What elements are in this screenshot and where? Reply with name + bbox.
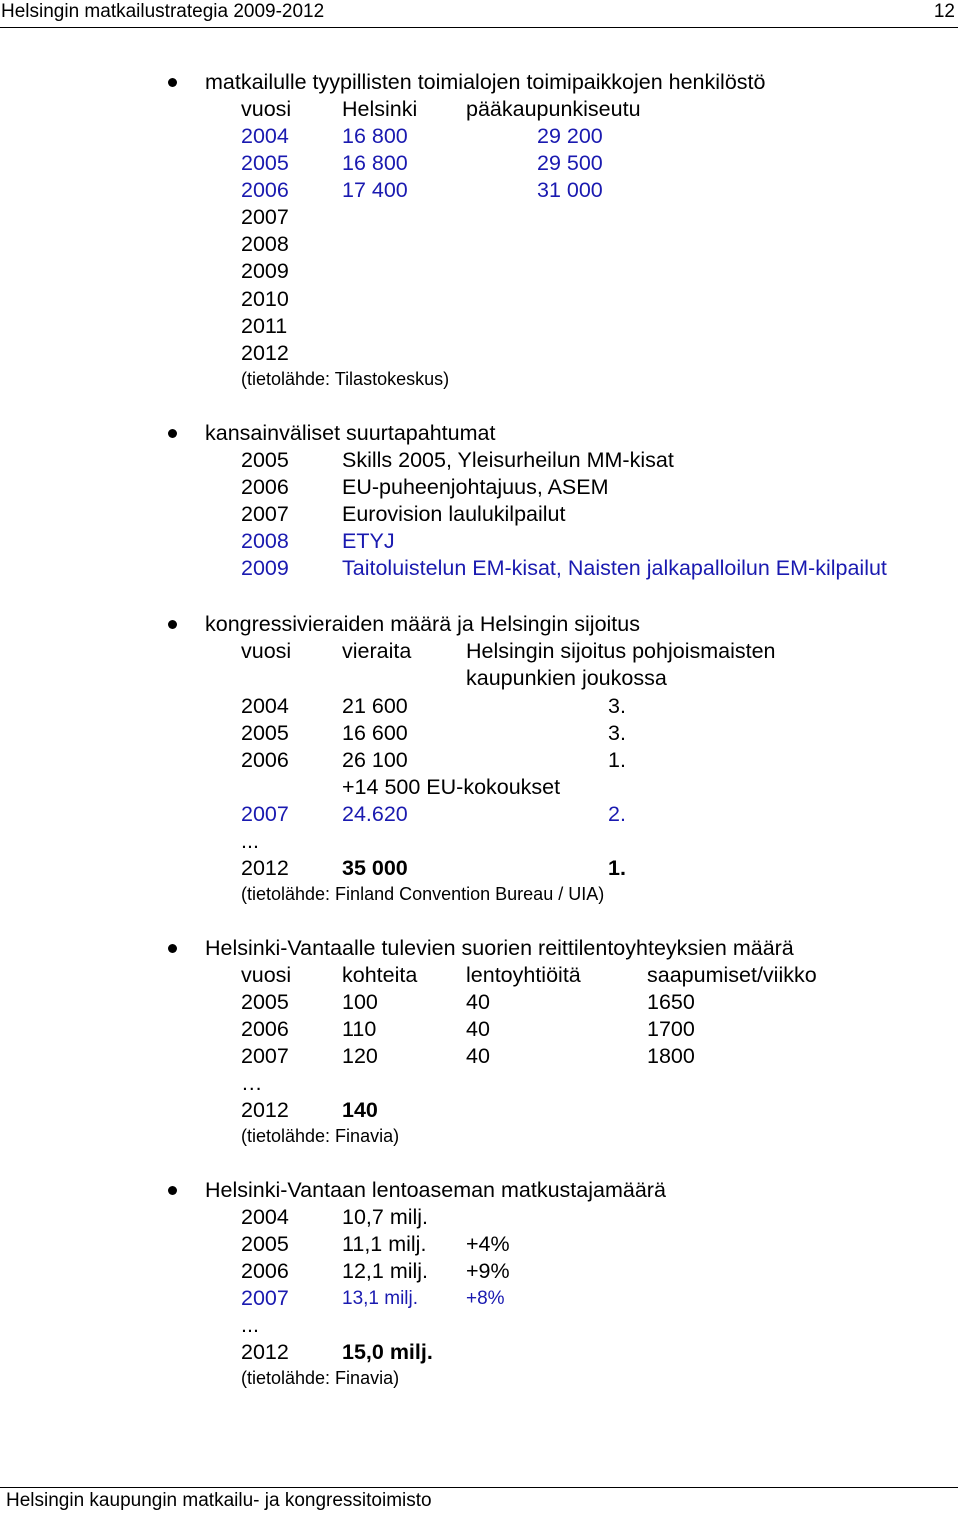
table-row xyxy=(0,1204,960,1231)
table-row xyxy=(0,150,960,177)
source-text: (tietolähde: Finland Convention Bureau / UIA) xyxy=(241,884,605,904)
cell-visitors: 21 600 xyxy=(342,694,408,718)
table-header-row-cont xyxy=(0,665,960,692)
section-heading: matkailulle tyypillisten toimialojen toimipaikkojen henkilöstö xyxy=(205,70,766,94)
footer-divider xyxy=(0,1487,958,1488)
col-header-capital-region: pääkaupunkiseutu xyxy=(466,97,641,121)
table-note-row xyxy=(0,774,960,801)
list-item xyxy=(0,474,960,501)
cell-year: 2012 xyxy=(241,1340,289,1364)
cell-year: 2012 xyxy=(241,1098,289,1122)
event-year: 2009 xyxy=(241,556,289,580)
cell-year: 2006 xyxy=(241,1259,289,1283)
cell-airlines: 40 xyxy=(466,990,490,1014)
cell-year: 2005 xyxy=(241,1232,289,1256)
ellipsis: ... xyxy=(241,1313,259,1337)
ellipsis-row xyxy=(0,828,960,855)
event-name: Skills 2005, Yleisurheilun MM-kisat xyxy=(342,448,674,472)
cell-ranking: 2. xyxy=(608,802,626,826)
cell-visitors: 24.620 xyxy=(342,802,408,826)
cell-year: 2012 xyxy=(241,341,289,365)
cell-capital-region: 29 200 xyxy=(537,124,603,148)
ellipsis-row xyxy=(0,1070,960,1097)
table-row xyxy=(0,989,960,1016)
cell-year: 2011 xyxy=(241,314,288,338)
bullet-icon xyxy=(168,944,177,953)
cell-year: 2006 xyxy=(241,748,289,772)
event-year: 2008 xyxy=(241,529,289,553)
source-note xyxy=(0,1365,960,1392)
cell-year: 2004 xyxy=(241,124,289,148)
cell-year: 2010 xyxy=(241,287,289,311)
cell-year: 2007 xyxy=(241,802,289,826)
eu-meetings-note: +14 500 EU-kokoukset xyxy=(342,775,561,799)
source-note xyxy=(0,881,960,908)
cell-year: 2004 xyxy=(241,694,289,718)
source-text: (tietolähde: Finavia) xyxy=(241,1126,400,1146)
col-header-visitors: vieraita xyxy=(342,639,412,663)
cell-growth: +4% xyxy=(466,1232,510,1256)
col-header-arrivals: saapumiset/viikko xyxy=(647,963,817,987)
table-row xyxy=(0,1097,960,1124)
section-heading: kongressivieraiden määrä ja Helsingin sijoitus xyxy=(205,612,640,636)
cell-arrivals: 1800 xyxy=(647,1044,695,1068)
cell-capital-region: 31 000 xyxy=(537,178,603,202)
event-name: ETYJ xyxy=(342,529,395,553)
table-row xyxy=(0,204,960,231)
table-row xyxy=(0,231,960,258)
cell-ranking: 3. xyxy=(608,694,626,718)
bullet-icon xyxy=(168,620,177,629)
cell-arrivals: 1700 xyxy=(647,1017,695,1041)
table-row xyxy=(0,313,960,340)
bullet-item-events xyxy=(0,420,960,447)
event-year: 2007 xyxy=(241,502,289,526)
cell-year: 2009 xyxy=(241,259,289,283)
cell-airlines: 40 xyxy=(466,1017,490,1041)
bullet-item-congress xyxy=(0,611,960,638)
table-header-row xyxy=(0,96,960,123)
table-header-row xyxy=(0,638,960,665)
col-header-year: vuosi xyxy=(241,963,292,987)
page-number: 12 xyxy=(933,1,955,22)
header-divider xyxy=(0,27,958,28)
cell-growth: +9% xyxy=(466,1259,510,1283)
cell-visitors: 26 100 xyxy=(342,748,408,772)
cell-passengers: 13,1 milj. xyxy=(342,1288,419,1309)
table-header-row xyxy=(0,962,960,989)
table-row xyxy=(0,177,960,204)
cell-year: 2007 xyxy=(241,1286,289,1310)
list-item xyxy=(0,528,960,555)
cell-capital-region: 29 500 xyxy=(537,151,603,175)
cell-year: 2008 xyxy=(241,232,289,256)
cell-destinations: 140 xyxy=(342,1098,378,1122)
event-year: 2005 xyxy=(241,448,289,472)
cell-year: 2006 xyxy=(241,178,289,202)
table-row xyxy=(0,747,960,774)
table-row xyxy=(0,1043,960,1070)
section-heading: kansainväliset suurtapahtumat xyxy=(205,421,496,445)
source-note xyxy=(0,366,960,393)
source-note xyxy=(0,1123,960,1150)
document-title: Helsingin matkailustrategia 2009-2012 xyxy=(1,1,325,22)
cell-arrivals: 1650 xyxy=(647,990,695,1014)
footer-text: Helsingin kaupungin matkailu- ja kongressitoimisto xyxy=(6,1490,432,1511)
section-heading: Helsinki-Vantaalle tulevien suorien reittilentoyhteyksien määrä xyxy=(205,936,794,960)
col-header-ranking: Helsingin sijoitus pohjoismaisten xyxy=(466,639,776,663)
cell-year: 2012 xyxy=(241,856,289,880)
table-row xyxy=(0,1285,960,1312)
bullet-item-staff xyxy=(0,69,960,96)
cell-helsinki: 16 800 xyxy=(342,151,408,175)
table-row xyxy=(0,258,960,285)
table-row xyxy=(0,1339,960,1366)
bullet-item-passengers xyxy=(0,1177,960,1204)
table-row xyxy=(0,801,960,828)
table-row xyxy=(0,720,960,747)
cell-airlines: 40 xyxy=(466,1044,490,1068)
bullet-icon xyxy=(168,429,177,438)
table-row xyxy=(0,1231,960,1258)
cell-year: 2007 xyxy=(241,205,289,229)
col-header-helsinki: Helsinki xyxy=(342,97,418,121)
cell-ranking: 3. xyxy=(608,721,626,745)
bullet-icon xyxy=(168,1186,177,1195)
cell-passengers: 15,0 milj. xyxy=(342,1340,433,1364)
list-item xyxy=(0,555,960,582)
cell-year: 2007 xyxy=(241,1044,289,1068)
col-header-ranking-cont: kaupunkien joukossa xyxy=(466,666,667,690)
col-header-destinations: kohteita xyxy=(342,963,418,987)
ellipsis-row xyxy=(0,1312,960,1339)
event-name: Eurovision laulukilpailut xyxy=(342,502,566,526)
cell-year: 2005 xyxy=(241,721,289,745)
event-name: EU-puheenjohtajuus, ASEM xyxy=(342,475,609,499)
ellipsis: ... xyxy=(241,829,259,853)
cell-visitors: 35 000 xyxy=(342,856,408,880)
cell-destinations: 110 xyxy=(342,1017,377,1041)
cell-year: 2005 xyxy=(241,990,289,1014)
ellipsis: … xyxy=(241,1071,263,1095)
list-item xyxy=(0,447,960,474)
cell-destinations: 100 xyxy=(342,990,378,1014)
source-text: (tietolähde: Finavia) xyxy=(241,1368,400,1388)
cell-passengers: 11,1 milj. xyxy=(342,1232,427,1256)
list-item xyxy=(0,501,960,528)
bullet-item-routes xyxy=(0,935,960,962)
event-name: Taitoluistelun EM-kisat, Naisten jalkapalloilun EM-kilpailut xyxy=(342,556,887,580)
section-heading: Helsinki-Vantaan lentoaseman matkustajamäärä xyxy=(205,1178,666,1202)
source-text: (tietolähde: Tilastokeskus) xyxy=(241,369,450,389)
cell-visitors: 16 600 xyxy=(342,721,408,745)
cell-passengers: 10,7 milj. xyxy=(342,1205,429,1229)
table-row xyxy=(0,123,960,150)
col-header-year: vuosi xyxy=(241,639,292,663)
cell-helsinki: 17 400 xyxy=(342,178,408,202)
col-header-year: vuosi xyxy=(241,97,292,121)
table-row xyxy=(0,340,960,367)
table-row xyxy=(0,855,960,882)
table-row xyxy=(0,1016,960,1043)
event-year: 2006 xyxy=(241,475,289,499)
col-header-airlines: lentoyhtiöitä xyxy=(466,963,581,987)
table-row xyxy=(0,286,960,313)
bullet-icon xyxy=(168,78,177,87)
cell-ranking: 1. xyxy=(608,856,626,880)
cell-year: 2004 xyxy=(241,1205,289,1229)
table-row xyxy=(0,1258,960,1285)
cell-destinations: 120 xyxy=(342,1044,378,1068)
cell-passengers: 12,1 milj. xyxy=(342,1259,429,1283)
table-row xyxy=(0,693,960,720)
cell-ranking: 1. xyxy=(608,748,626,772)
cell-year: 2005 xyxy=(241,151,289,175)
cell-growth: +8% xyxy=(466,1288,505,1309)
cell-year: 2006 xyxy=(241,1017,289,1041)
cell-helsinki: 16 800 xyxy=(342,124,408,148)
